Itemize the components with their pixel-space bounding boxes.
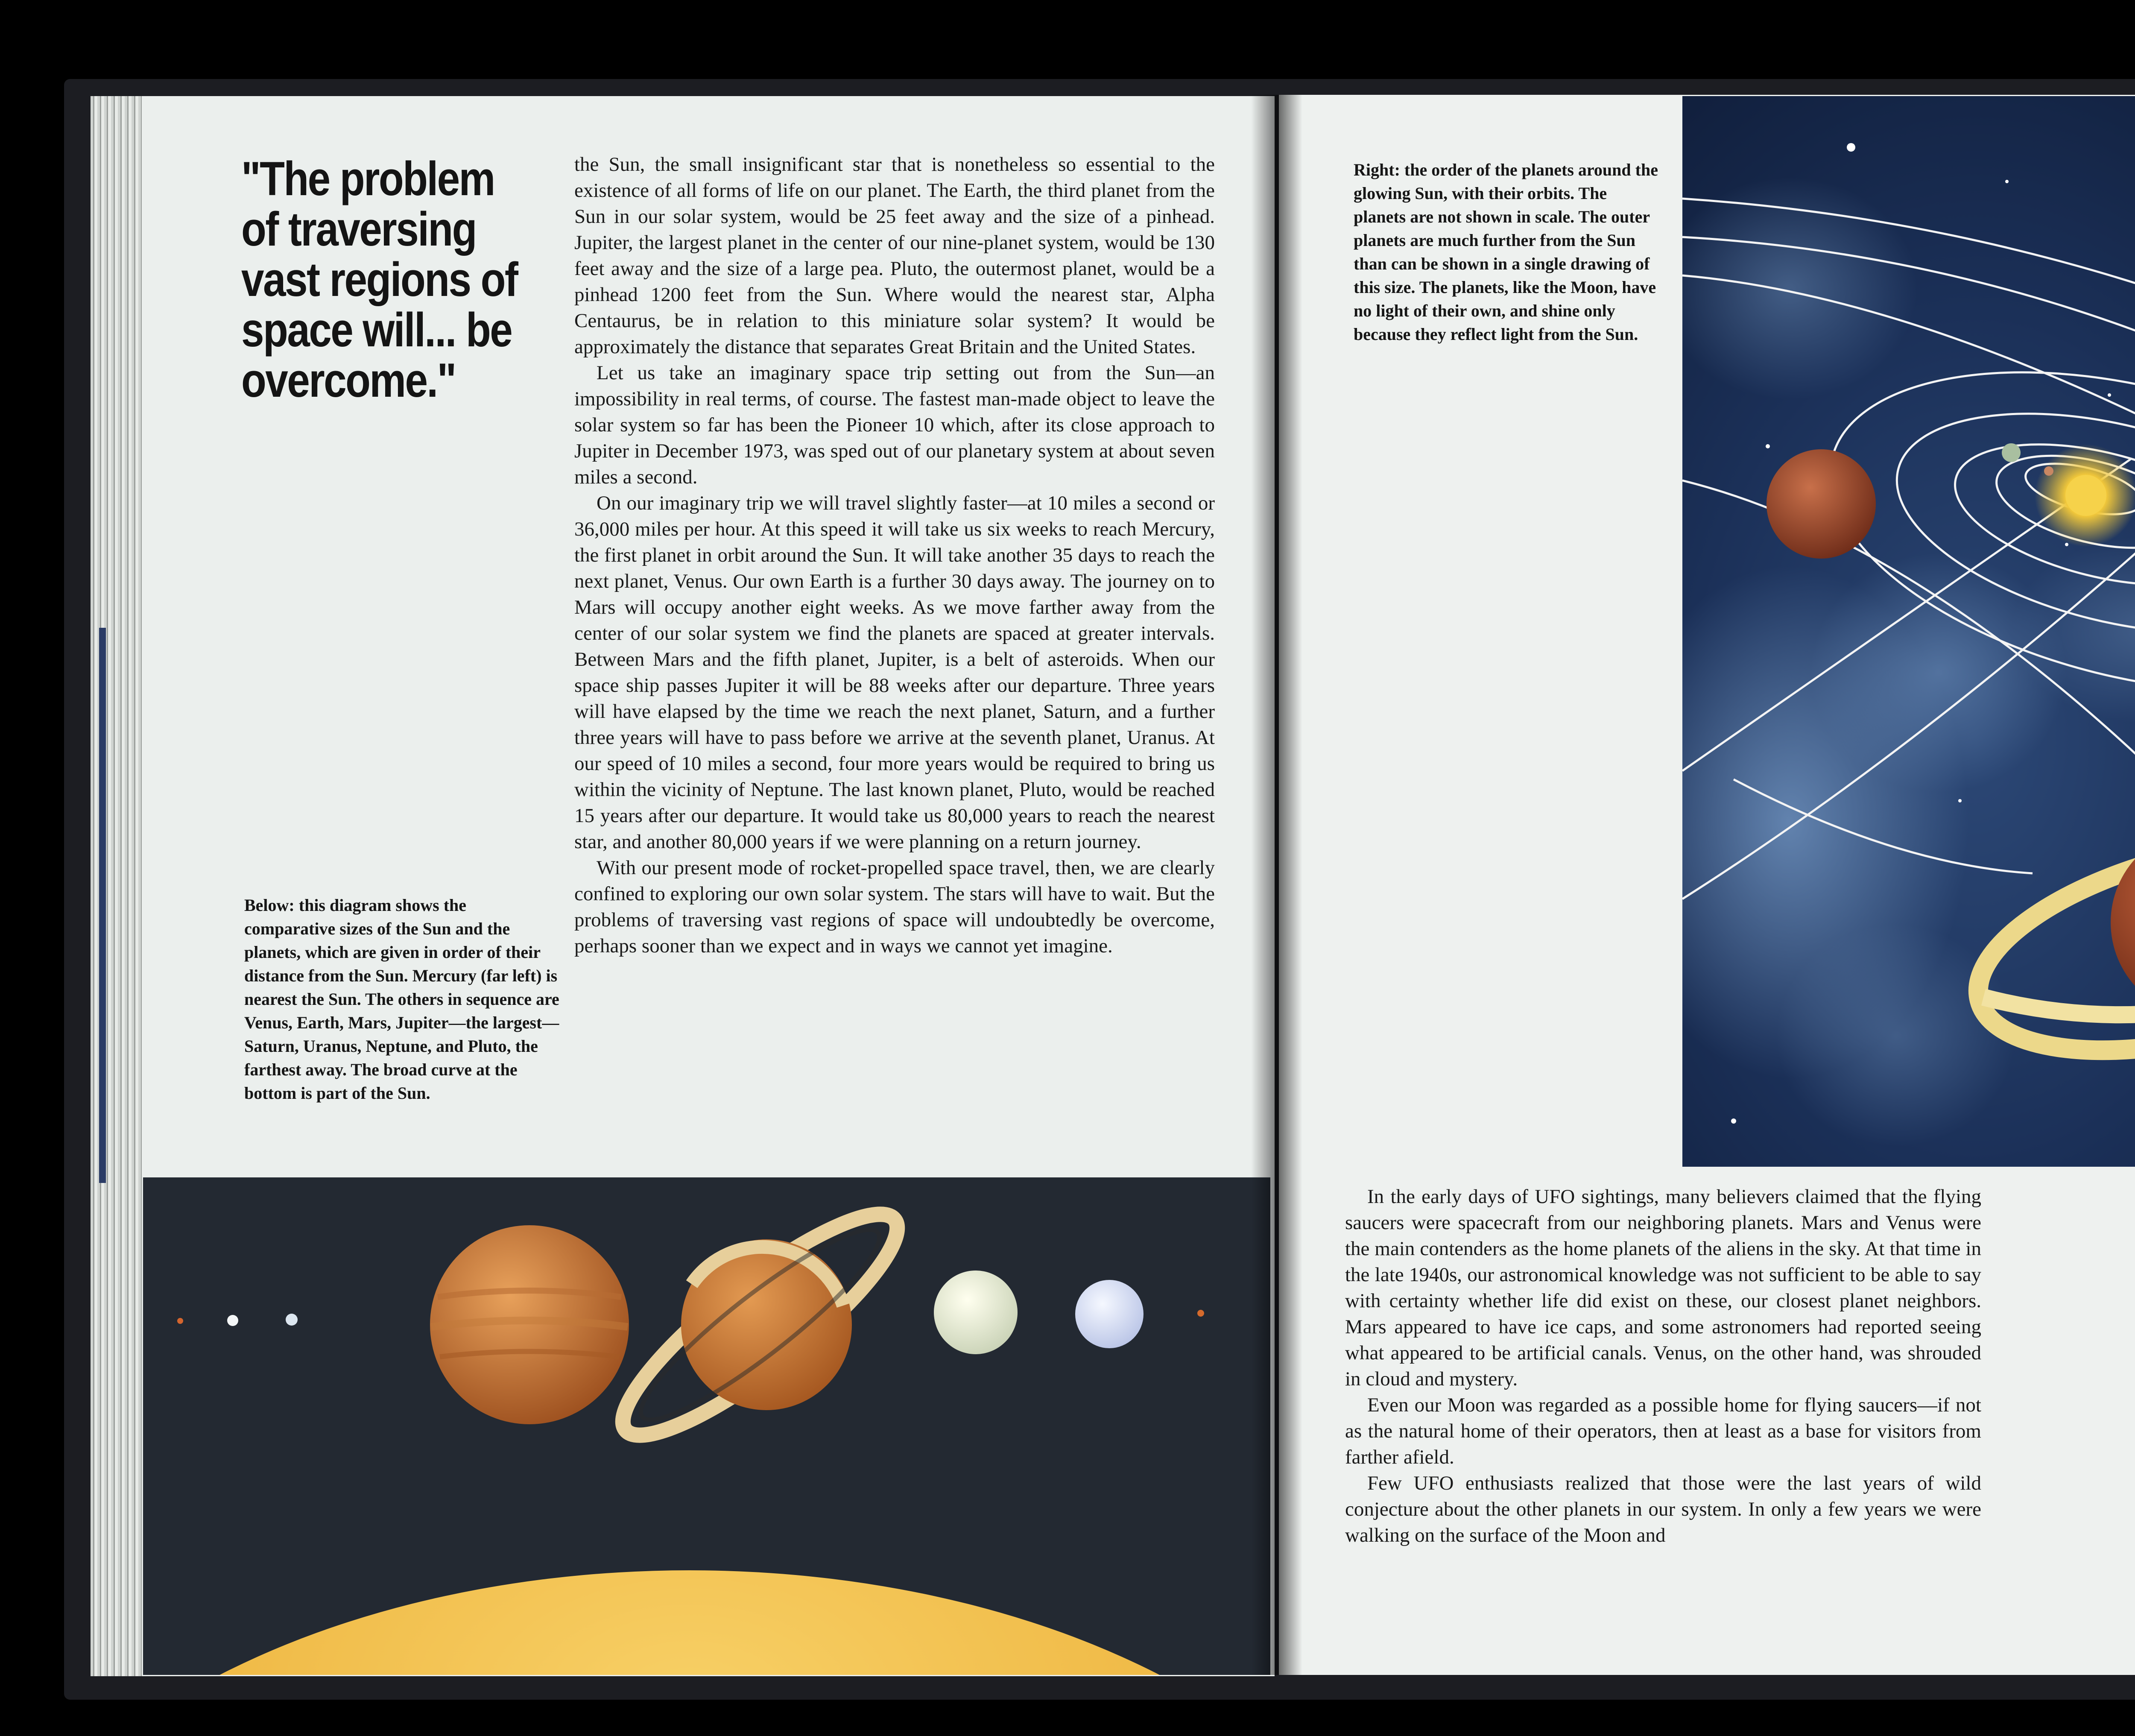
book-gutter — [1251, 95, 1302, 1675]
planet-sizes-diagram — [143, 1177, 1270, 1675]
caption-planet-sizes: Below: this diagram shows the comparative sizes of the Sun and the planets, which are given in order of their distance from the Sun. Mercury (far left) is nearest the Sun. The others in sequence are Venus, Earth, Mars, Jupiter—the largest—Saturn, Uranus, Neptune, and Pluto, the farthest away. The broad curve at the bottom is part of the Sun. — [244, 896, 559, 1103]
venus — [2002, 443, 2021, 462]
pull-quote: "The problem of traversing vast regions of space will... be overcome." — [241, 152, 518, 407]
neptune — [1075, 1280, 1144, 1348]
earth — [286, 1314, 298, 1326]
mercury — [2044, 466, 2053, 476]
right-body-text — [1345, 1184, 1981, 1549]
page-edges — [91, 96, 142, 1676]
pluto — [1197, 1310, 1204, 1317]
left-body-text — [574, 152, 1215, 959]
body-paragraph: In the early days of UFO sightings, many believers claimed that the flying saucers were spacecraft from our neighboring planets. Mars and Venus were the main contenders as the home planets of the aliens in the sky. At that time in the late 1940s, our astronomical knowledge was not sufficient to be able to say with certainty whether life did exist on these, our closest planet neighbors. Mars appeared to have ice caps, and some astronomers had reported seeing what appeared to be artificial canals. Venus, on the other hand, was shrouded in cloud and mystery. — [1345, 1186, 1981, 1390]
jupiter — [430, 1225, 629, 1424]
page-edge-strip — [99, 628, 106, 1183]
venus-planet — [227, 1315, 238, 1326]
body-paragraph: With our present mode of rocket-propelled space travel, then, we are clearly confined to exploring our own solar system. The stars will have to wait. But the problems of traversing vast regions of space will undoubtedly be overcome, perhaps sooner than we expect and in ways we cannot yet imagine. — [574, 857, 1215, 957]
body-paragraph: On our imaginary trip we will travel slightly faster—at 10 miles a second or 36,000 miles per hour. At this speed it will take us six weeks to reach Mercury, the first planet in orbit around the Sun. It will take another 35 days to reach the next planet, Venus. Our own Earth is a further 30 days away. The journey on to Mars will occupy another eight weeks. As we move farther away from the center of our solar system we find the planets are spaced at greater intervals. Between Mars and the fifth planet, Jupiter, is a belt of asteroids. When our space ship passes Jupiter it will be 88 weeks after our departure. Three years will have elapsed by the time we reach the next planet, Saturn, and a further three years will have to pass before we arrive at the seventh planet, Uranus. At our speed of 10 miles a second, four more years would be required to bring us within the vicinity of Neptune. The last known planet, Pluto, would be reached 15 years after our departure. It would take us 80,000 years to reach the nearest star, and another 80,000 years if we were planning on a return journey. — [574, 492, 1215, 853]
solar-system-illustration — [1682, 96, 2135, 1167]
body-paragraph: the Sun, the small insignificant star that is nonetheless so essential to the existence of all forms of life on our planet. The Earth, the third planet from the Sun in our solar system, would be 25 feet away and the size of a pinhead. Jupiter, the largest planet in the center of our nine-planet system, would be 130 feet away and the size of a large pea. Pluto, the outermost planet, would be a pinhead 1200 feet from the Sun. Where would the nearest star, Alpha Centaurus, be in relation to this miniature solar system? It would be approximately the distance that separates Great Britain and the United States. — [574, 153, 1215, 358]
sun — [2065, 475, 2106, 516]
body-paragraph: Even our Moon was regarded as a possible home for flying saucers—if not as the natural home of their operators, then at least as a base for visitors from farther afield. — [1345, 1394, 1981, 1468]
body-paragraph: Let us take an imaginary space trip setting out from the Sun—an impossibility in real terms, of course. The fastest man-made object to leave the solar system so far has been the Pioneer 10 which, after its close approach to Jupiter in December 1973, was sped out of our planetary system at about seven miles a second. — [574, 362, 1215, 488]
caption-planet-order: Right: the order of the planets around the glowing Sun, with their orbits. The planets are not shown in scale. The outer planets are much further from the Sun than can be shown in a single drawing of this size. The planets, like the Moon, have no light of their own, and shine only because they reflect light from the Sun. — [1354, 160, 1658, 344]
body-paragraph: Few UFO enthusiasts realized that those were the last years of wild conjecture about the other planets in our system. In only a few years we were walking on the surface of the Moon and — [1345, 1472, 1981, 1546]
jupiter — [1766, 449, 1876, 559]
uranus — [934, 1271, 1018, 1354]
mars — [177, 1318, 183, 1324]
